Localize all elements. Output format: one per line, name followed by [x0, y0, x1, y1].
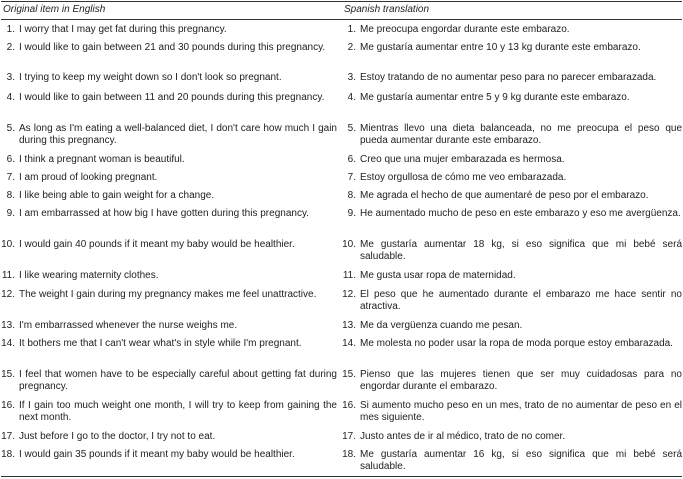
english-text: I worry that I may get fat during this pregnancy. — [19, 24, 227, 35]
table-top-rule — [1, 1, 682, 2]
spanish-text: Estoy orgullosa de cómo me veo embarazada. — [360, 172, 567, 183]
item-number: 17. — [342, 431, 356, 442]
english-text: I would like to gain between 21 and 30 pounds during this pregnancy. — [19, 42, 326, 53]
item-number: 1. — [347, 24, 356, 35]
english-text: I would like to gain between 11 and 20 pounds during this pregnancy. — [19, 92, 325, 103]
spanish-text: Si aumento mucho peso en un mes, trato de no aumentar de peso en el mes siguiente. — [360, 400, 682, 423]
spanish-text: Me preocupa engordar durante este embarazo. — [360, 24, 570, 35]
english-text: Just before I go to the doctor, I try not to eat. — [19, 431, 216, 442]
spanish-text: Pienso que las mujeres tienen que ser muy cuidadosas para no engordar durante el embarazo. — [360, 369, 682, 392]
spanish-text: Me gustaría aumentar 16 kg, si eso significa que mi bebé será saludable. — [360, 449, 682, 472]
item-number: 2. — [6, 42, 15, 53]
spanish-text: Mientras llevo una dieta balanceada, no me preocupa el peso que pueda aumentar durante este embarazo. — [360, 123, 682, 146]
spanish-text: Me gustaría aumentar entre 5 y 9 kg durante este embarazo. — [360, 92, 630, 103]
item-number: 13. — [342, 320, 356, 331]
english-text: I'm embarrassed whenever the nurse weighs me. — [19, 320, 238, 331]
item-number: 6. — [347, 154, 356, 165]
item-number: 10. — [342, 239, 356, 250]
item-number: 6. — [6, 154, 15, 165]
spanish-text: Estoy tratando de no aumentar peso para no parecer embarazada. — [360, 72, 657, 83]
translation-table — [1, 0, 682, 479]
header-translation: Spanish translation — [344, 4, 430, 15]
header-original: Original item in English — [3, 4, 106, 15]
item-number: 14. — [1, 338, 15, 349]
item-number: 9. — [347, 208, 356, 219]
item-number: 15. — [1, 369, 15, 380]
item-number: 4. — [347, 92, 356, 103]
english-text: I would gain 35 pounds if it meant my baby would be healthier. — [19, 449, 295, 460]
english-text: If I gain too much weight one month, I will try to keep from gaining the next month. — [19, 400, 337, 423]
spanish-text: Me da vergüenza cuando me pesan. — [360, 320, 523, 331]
item-number: 10. — [1, 239, 15, 250]
item-number: 7. — [347, 172, 356, 183]
spanish-text: He aumentado mucho de peso en este embarazo y eso me avergüenza. — [360, 208, 681, 219]
table-bottom-rule — [1, 476, 682, 477]
item-number: 8. — [347, 190, 356, 201]
item-number: 3. — [347, 72, 356, 83]
item-number: 7. — [6, 172, 15, 183]
spanish-text: Me molesta no poder usar la ropa de moda porque estoy embarazada. — [360, 338, 673, 349]
item-number: 11. — [342, 270, 356, 281]
header-rule — [1, 19, 682, 20]
english-text: It bothers me that I can't wear what's in style while I'm pregnant. — [19, 338, 302, 349]
item-number: 15. — [342, 369, 356, 380]
item-number: 14. — [342, 338, 356, 349]
english-text: I think a pregnant woman is beautiful. — [19, 154, 185, 165]
item-number: 16. — [342, 400, 356, 411]
english-text: I like wearing maternity clothes. — [19, 270, 159, 281]
english-text: I would gain 40 pounds if it meant my baby would be healthier. — [19, 239, 295, 250]
item-number: 11. — [1, 270, 15, 281]
english-text: I trying to keep my weight down so I don't look so pregnant. — [19, 72, 282, 83]
spanish-text: Me gustaría aumentar entre 10 y 13 kg durante este embarazo. — [360, 42, 641, 53]
english-text: I am proud of looking pregnant. — [19, 172, 158, 183]
english-text: The weight I gain during my pregnancy makes me feel unattractive. — [19, 289, 317, 300]
english-text: I feel that women have to be especially careful about getting fat during pregnancy. — [19, 369, 337, 392]
item-number: 18. — [1, 449, 15, 460]
spanish-text: El peso que he aumentado durante el embarazo me hace sentir no atractiva. — [360, 289, 682, 312]
english-text: I am embarrassed at how big I have gotten during this pregnancy. — [19, 208, 309, 219]
item-number: 13. — [1, 320, 15, 331]
spanish-text: Creo que una mujer embarazada es hermosa. — [360, 154, 565, 165]
english-text: As long as I'm eating a well-balanced diet, I don't care how much I gain during this pregnancy. — [19, 123, 337, 146]
spanish-text: Me agrada el hecho de que aumentaré de peso por el embarazo. — [360, 190, 649, 201]
item-number: 3. — [6, 72, 15, 83]
item-number: 18. — [342, 449, 356, 460]
item-number: 4. — [6, 92, 15, 103]
item-number: 9. — [6, 208, 15, 219]
item-number: 2. — [347, 42, 356, 53]
item-number: 12. — [1, 289, 15, 300]
item-number: 12. — [342, 289, 356, 300]
spanish-text: Justo antes de ir al médico, trato de no comer. — [360, 431, 566, 442]
item-number: 17. — [1, 431, 15, 442]
item-number: 16. — [1, 400, 15, 411]
item-number: 5. — [6, 123, 15, 134]
english-text: I like being able to gain weight for a change. — [19, 190, 215, 201]
item-number: 1. — [6, 24, 15, 35]
spanish-text: Me gustaría aumentar 18 kg, si eso significa que mi bebé será saludable. — [360, 239, 682, 262]
item-number: 5. — [347, 123, 356, 134]
item-number: 8. — [6, 190, 15, 201]
spanish-text: Me gusta usar ropa de maternidad. — [360, 270, 516, 281]
